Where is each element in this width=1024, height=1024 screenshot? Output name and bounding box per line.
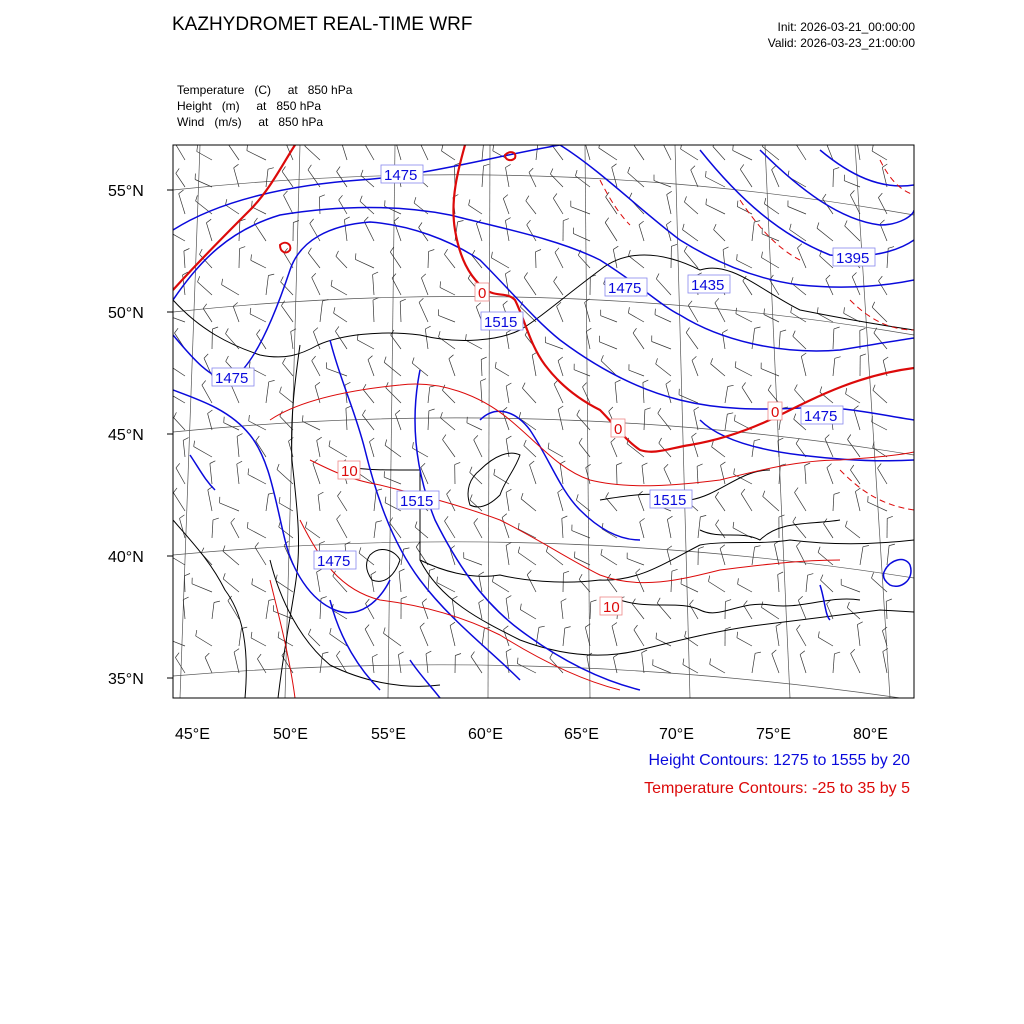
height-label: 1515 — [484, 314, 518, 331]
field-height: Height (m) at 850 hPa — [177, 99, 322, 113]
height-label: 1395 — [836, 250, 870, 267]
height-label: 1475 — [384, 167, 418, 184]
height-label: 1475 — [804, 408, 838, 425]
height-legend: Height Contours: 1275 to 1555 by 20 — [648, 752, 910, 769]
wind-barbs — [166, 137, 895, 673]
temperature-label: 0 — [614, 421, 623, 438]
lon-label: 65°E — [564, 726, 599, 743]
valid-time: Valid: 2026-03-23_21:00:00 — [767, 36, 915, 50]
height-label: 1515 — [400, 493, 434, 510]
field-wind: Wind (m/s) at 850 hPa — [177, 115, 324, 129]
lon-label: 60°E — [468, 726, 503, 743]
init-time: Init: 2026-03-21_00:00:00 — [777, 20, 915, 34]
lat-label: 40°N — [108, 549, 144, 566]
coastlines — [173, 255, 914, 698]
field-temperature: Temperature (C) at 850 hPa — [177, 83, 353, 97]
lon-label: 45°E — [175, 726, 210, 743]
temperature-label: 0 — [478, 285, 487, 302]
temperature-legend: Temperature Contours: -25 to 35 by 5 — [644, 780, 910, 797]
height-label: 1475 — [317, 553, 351, 570]
lon-label: 80°E — [853, 726, 888, 743]
lon-label: 75°E — [756, 726, 791, 743]
lon-label: 55°E — [371, 726, 406, 743]
height-label: 1435 — [691, 277, 725, 294]
lat-label: 45°N — [108, 427, 144, 444]
lat-label: 55°N — [108, 183, 144, 200]
height-label: 1475 — [215, 370, 249, 387]
lat-label: 35°N — [108, 671, 144, 688]
lat-label: 50°N — [108, 305, 144, 322]
height-label: 1475 — [608, 280, 642, 297]
height-label: 1515 — [653, 492, 687, 509]
lon-label: 50°E — [273, 726, 308, 743]
temperature-label: 0 — [771, 404, 780, 421]
temperature-label: 10 — [603, 599, 620, 616]
map-title: KAZHYDROMET REAL-TIME WRF — [172, 14, 473, 35]
temperature-label: 10 — [341, 463, 358, 480]
lon-label: 70°E — [659, 726, 694, 743]
